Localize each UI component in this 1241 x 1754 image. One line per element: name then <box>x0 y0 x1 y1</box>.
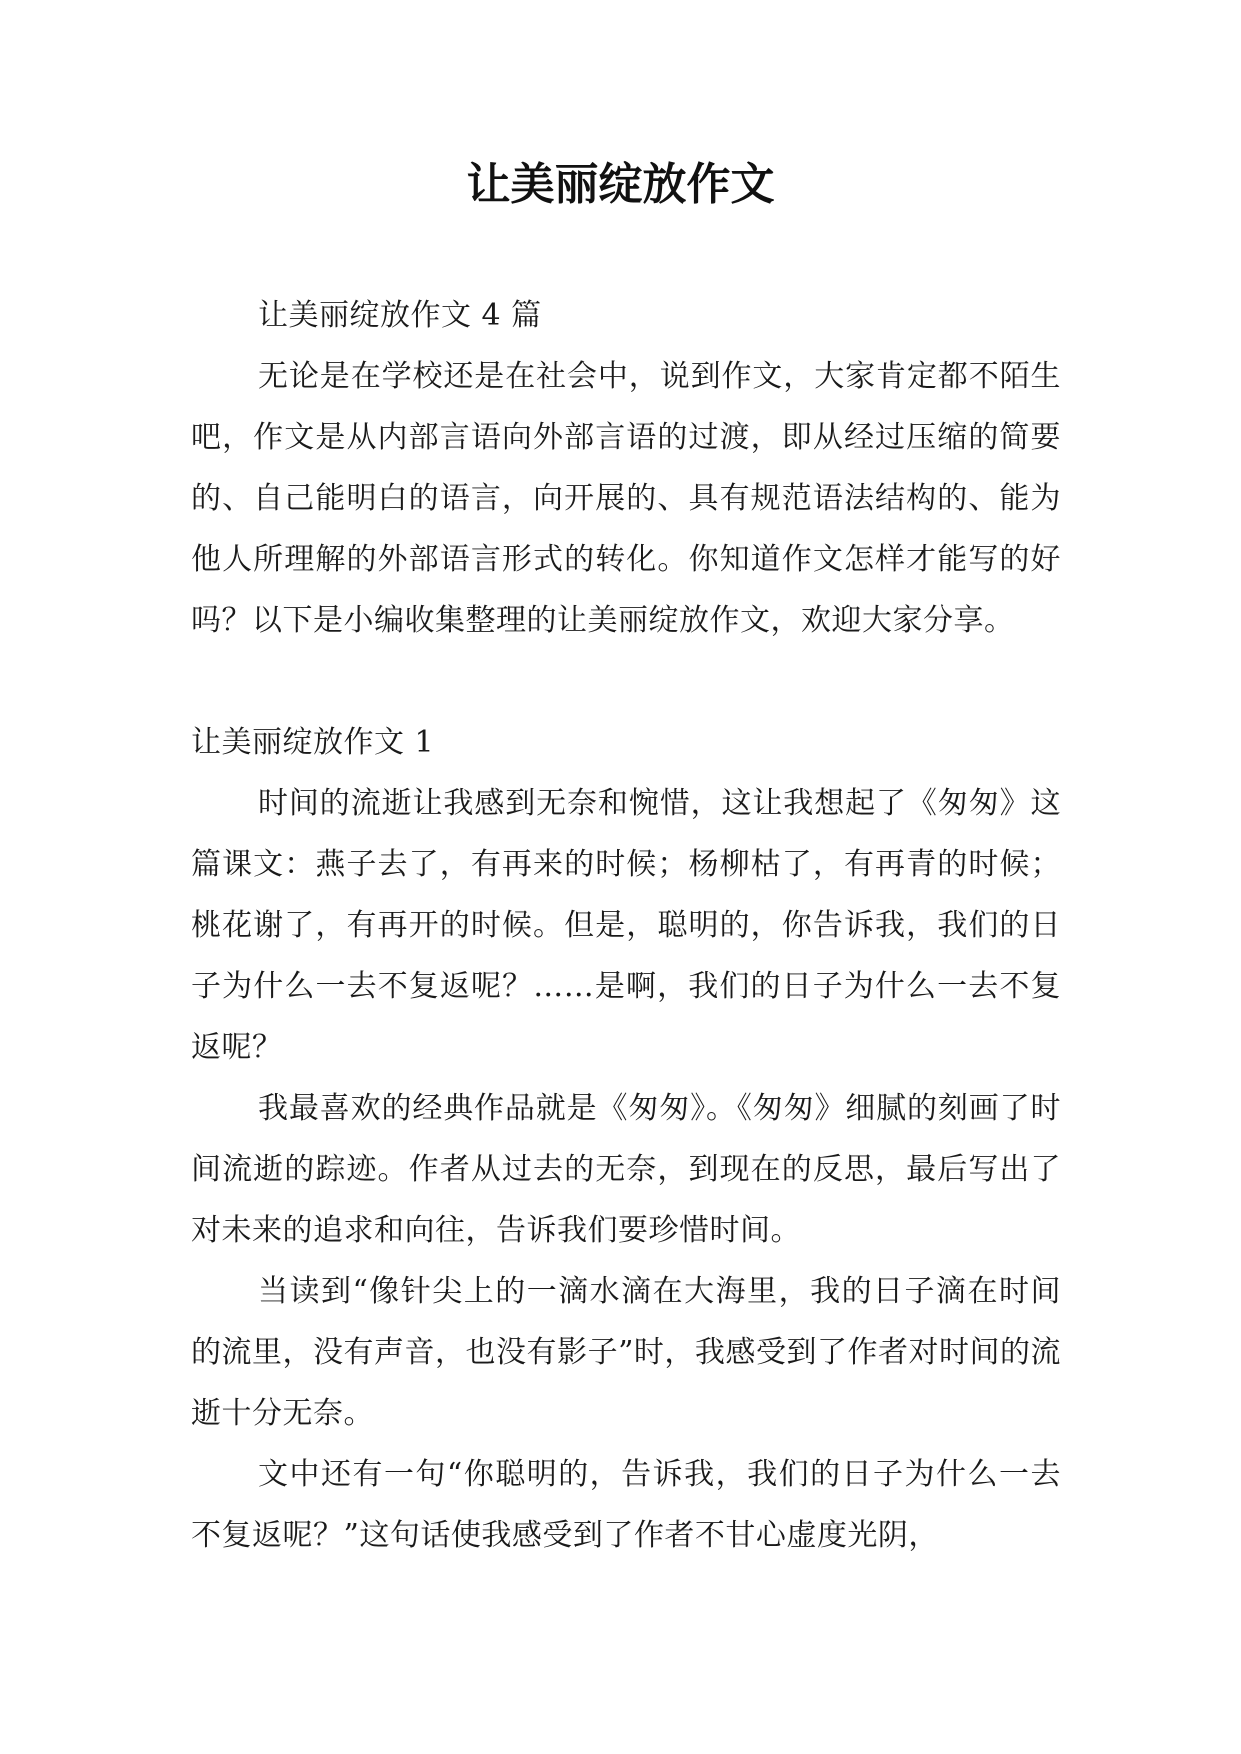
body-paragraph: 时间的流逝让我感到无奈和惋惜，这让我想起了《匆匆》这篇课文：燕子去了，有再来的时候；杨柳枯了，有再青的时候；桃花谢了，有再开的时候。但是，聪明的，你告诉我，我们的日子为什么一去不复返呢？……是啊，我们的日子为什么一去不复返呢？ <box>191 786 1061 1065</box>
intro-paragraph: 无论是在学校还是在社会中，说到作文，大家肯定都不陌生吧，作文是从内部言语向外部言语的过渡，即从经过压缩的简要的、自己能明白的语言，向开展的、具有规范语法结构的、能为他人所理解的外部语言形式的转化。你知道作文怎样才能写的好吗？以下是小编收集整理的让美丽绽放作文，欢迎大家分享。 <box>191 359 1061 638</box>
body-paragraph: 我最喜欢的经典作品就是《匆匆》。《匆匆》细腻的刻画了时间流逝的踪迹。作者从过去的无奈，到现在的反思，最后写出了对未来的追求和向往，告诉我们要珍惜时间。 <box>191 1091 1061 1248</box>
paragraph-gap <box>191 651 1061 712</box>
document-body <box>191 285 1061 1566</box>
body-paragraph: 文中还有一句“你聪明的，告诉我，我们的日子为什么一去不复返呢？”这句话使我感受到了作者不甘心虚度光阴， <box>191 1457 1061 1553</box>
section-heading: 让美丽绽放作文 1 <box>191 725 435 760</box>
document-subtitle: 让美丽绽放作文 4 篇 <box>258 298 542 333</box>
body-paragraph: 当读到“像针尖上的一滴水滴在大海里，我的日子滴在时间的流里，没有声音，也没有影子”时，我感受到了作者对时间的流逝十分无奈。 <box>191 1274 1061 1431</box>
document-title: 让美丽绽放作文 <box>466 159 775 210</box>
